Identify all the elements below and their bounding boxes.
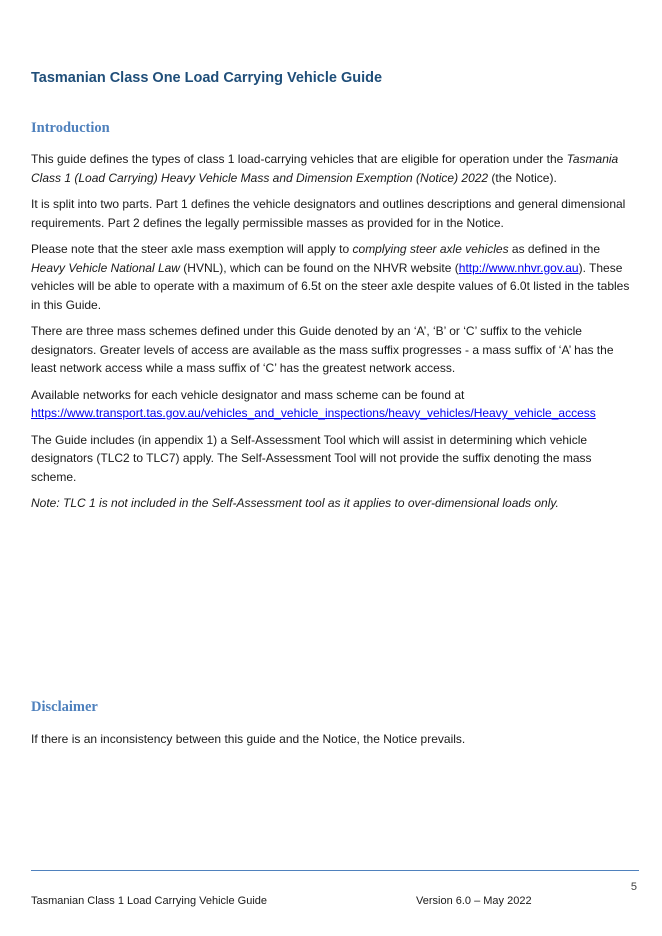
- note-text: Note: TLC 1 is not included in the Self-Assessment tool as it applies to over-dimensional loads only.: [31, 496, 559, 510]
- intro-paragraph-3: [31, 240, 635, 314]
- intro-p3-text-2: as defined in the: [508, 242, 600, 256]
- intro-paragraph-6: The Guide includes (in appendix 1) a Self-Assessment Tool which will assist in determining which vehicle designators (TLC2 to TLC7) apply. The Self-Assessment Tool will not provide the suffix denoting the mass scheme.: [31, 432, 592, 484]
- intro-paragraph-5: [31, 386, 635, 423]
- footer-document-title: Tasmanian Class 1 Load Carrying Vehicle Guide: [31, 895, 268, 907]
- intro-p3-text: Please note that the steer axle mass exemption will apply to: [31, 242, 353, 256]
- introduction-heading: Introduction: [31, 120, 110, 136]
- disclaimer-heading: Disclaimer: [31, 699, 98, 715]
- disclaimer-text: If there is an inconsistency between this guide and the Notice, the Notice prevails.: [31, 732, 466, 746]
- footer-version: Version 6.0 – May 2022: [416, 895, 532, 907]
- nhvr-website-link[interactable]: http://www.nhvr.gov.au: [458, 260, 579, 275]
- intro-p1-text: This guide defines the types of class 1 load-carrying vehicles that are eligible for operation under the: [31, 152, 567, 166]
- intro-p1-text-end: (the Notice).: [488, 170, 557, 185]
- introduction-body: [31, 150, 635, 521]
- intro-p3-text-4: ). These vehicles will be able to operate with a maximum of 6.5t on the steer axle despite values of 6.0t listed in the tables in this Guide.: [31, 260, 630, 312]
- notice-title-italic: Tasmania Class 1 (Load Carrying) Heavy Vehicle Mass and Dimension Exemption (Notice) 2022: [31, 152, 619, 185]
- intro-paragraph-1: [31, 150, 635, 187]
- footer-divider: [31, 870, 639, 871]
- intro-p3-text-3: (HVNL), which can be found on the NHVR website (: [179, 260, 459, 275]
- intro-paragraph-4: There are three mass schemes defined under this Guide denoted by an ‘A’, ‘B’ or ‘C’ suffix to the vehicle designators. Greater levels of access are available as the mass suffix progresses - a mass suffix of ‘A’ has the least network access while a mass suffix of ‘C’ has the greatest network access.: [31, 324, 614, 375]
- intro-note: [31, 494, 635, 513]
- page-number: 5: [630, 881, 637, 893]
- intro-p5-text: Available networks for each vehicle designator and mass scheme can be found at: [31, 387, 465, 402]
- steer-axle-term-italic: complying steer axle vehicles: [352, 242, 509, 256]
- hvnl-term-italic: Heavy Vehicle National Law: [31, 260, 180, 275]
- intro-paragraph-2: It is split into two parts. Part 1 defines the vehicle designators and outlines descriptions and general dimensional requirements. Part 2 defines the legally permissible masses as provided for in the Notice.: [31, 197, 626, 230]
- heavy-vehicle-access-link[interactable]: https://www.transport.tas.gov.au/vehicles_and_vehicle_inspections/heavy_vehicles/Heavy_vehicle_access: [31, 406, 596, 420]
- document-title: Tasmanian Class One Load Carrying Vehicle Guide: [31, 70, 383, 86]
